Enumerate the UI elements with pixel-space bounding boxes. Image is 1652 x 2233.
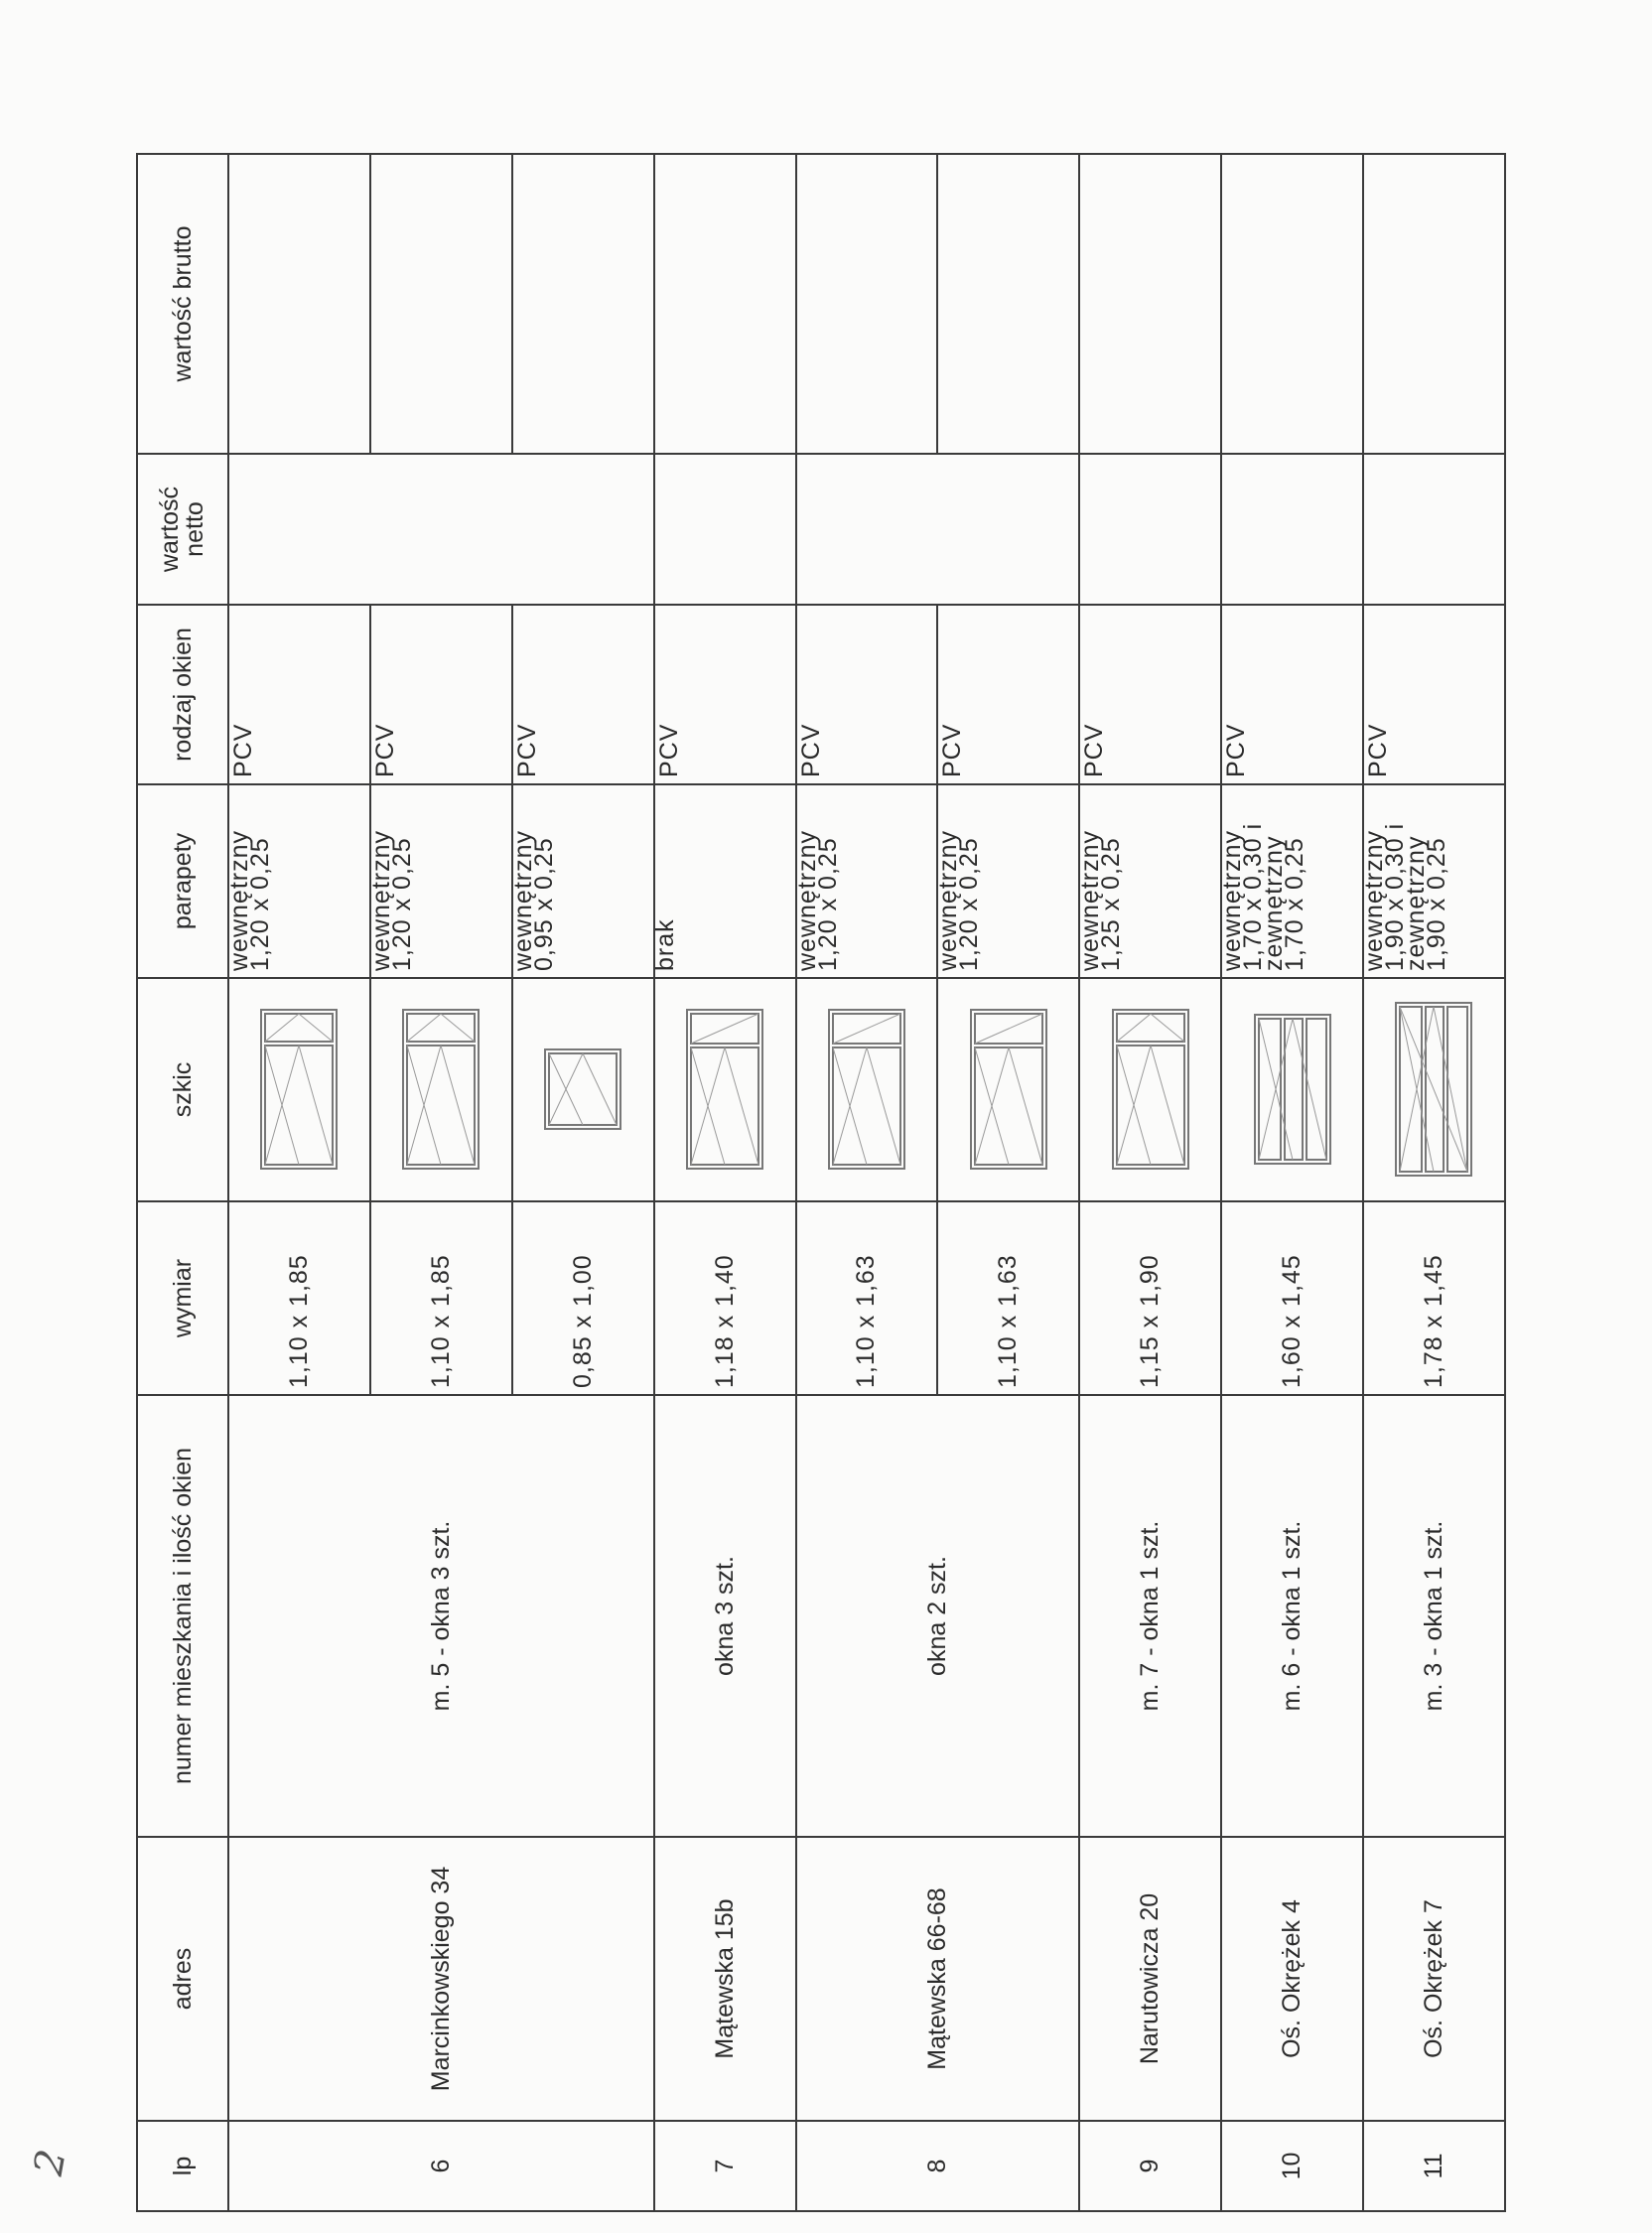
cell-rodzaj: PCV: [370, 605, 512, 784]
cell-brutto: [654, 154, 796, 454]
window-sketch-icon: [1108, 996, 1193, 1185]
cell-szkic: [1221, 978, 1363, 1201]
cell-brutto: [228, 154, 370, 454]
handwritten-page-number: 2: [25, 2146, 75, 2179]
table-row: [1079, 154, 1221, 2211]
cell-lp: 8: [796, 2121, 1080, 2211]
header-rodzaj: rodzaj okien: [137, 605, 228, 784]
cell-parapety: wewnętrzny 1,20 x 0,25: [937, 784, 1079, 978]
cell-rodzaj: PCV: [1079, 605, 1221, 784]
cell-brutto: [512, 154, 654, 454]
cell-netto: [1363, 454, 1505, 605]
cell-lp: 11: [1363, 2121, 1505, 2211]
cell-brutto: [370, 154, 512, 454]
header-szkic: szkic: [137, 978, 228, 1201]
cell-szkic: [796, 978, 938, 1201]
cell-szkic: [370, 978, 512, 1201]
cell-wymiar: 1,10 x 1,85: [370, 1201, 512, 1395]
cell-szkic: [512, 978, 654, 1201]
cell-parapety: wewnętrzny 1,20 x 0,25: [796, 784, 938, 978]
window-table: [136, 153, 1506, 2212]
header-numer: numer mieszkania i ilość okien: [137, 1395, 228, 1837]
cell-parapety: wewnętrzny 1,25 x 0,25: [1079, 784, 1221, 978]
cell-wymiar: 1,60 x 1,45: [1221, 1201, 1363, 1395]
header-netto: wartość netto: [137, 454, 228, 605]
cell-parapety: brak: [654, 784, 796, 978]
cell-parapety: wewnętrzny 1,90 x 0,30 i zewnętrzny 1,90 x 0,25: [1363, 784, 1505, 978]
cell-rodzaj: PCV: [228, 605, 370, 784]
table-row: [1221, 154, 1363, 2211]
cell-numer: okna 3 szt.: [654, 1395, 796, 1837]
cell-adres: Mątewska 15b: [654, 1837, 796, 2121]
cell-lp: 10: [1221, 2121, 1363, 2211]
cell-brutto: [1079, 154, 1221, 454]
cell-rodzaj: PCV: [796, 605, 938, 784]
cell-lp: 6: [228, 2121, 654, 2211]
header-parapety: parapety: [137, 784, 228, 978]
cell-rodzaj: PCV: [1363, 605, 1505, 784]
header-lp: lp: [137, 2121, 228, 2211]
table-row: [654, 154, 796, 2211]
cell-brutto: [1363, 154, 1505, 454]
cell-szkic: [654, 978, 796, 1201]
header-adres: adres: [137, 1837, 228, 2121]
cell-rodzaj: PCV: [654, 605, 796, 784]
cell-lp: 9: [1079, 2121, 1221, 2211]
cell-wymiar: 0,85 x 1,00: [512, 1201, 654, 1395]
header-brutto: wartość brutto: [137, 154, 228, 454]
window-sketch-icon: [1250, 996, 1335, 1185]
cell-numer: m. 7 - okna 1 szt.: [1079, 1395, 1221, 1837]
cell-szkic: [1079, 978, 1221, 1201]
cell-netto: [796, 454, 1080, 605]
cell-wymiar: 1,18 x 1,40: [654, 1201, 796, 1395]
cell-numer: okna 2 szt.: [796, 1395, 1080, 1837]
cell-wymiar: 1,10 x 1,63: [796, 1201, 938, 1395]
window-sketch-icon: [824, 996, 909, 1185]
cell-netto: [654, 454, 796, 605]
cell-wymiar: 1,10 x 1,63: [937, 1201, 1079, 1395]
cell-adres: Marcinkowskiego 34: [228, 1837, 654, 2121]
cell-lp: 7: [654, 2121, 796, 2211]
cell-brutto: [937, 154, 1079, 454]
cell-wymiar: 1,78 x 1,45: [1363, 1201, 1505, 1395]
table-row: [1363, 154, 1505, 2211]
cell-parapety: wewnętrzny 1,20 x 0,25: [370, 784, 512, 978]
window-sketch-icon: [398, 996, 483, 1185]
cell-wymiar: 1,15 x 1,90: [1079, 1201, 1221, 1395]
cell-wymiar: 1,10 x 1,85: [228, 1201, 370, 1395]
cell-adres: Oś. Okrężek 7: [1363, 1837, 1505, 2121]
cell-rodzaj: PCV: [937, 605, 1079, 784]
cell-parapety: wewnętrzny 0,95 x 0,25: [512, 784, 654, 978]
cell-rodzaj: PCV: [512, 605, 654, 784]
cell-netto: [1079, 454, 1221, 605]
cell-rodzaj: PCV: [1221, 605, 1363, 784]
window-sketch-icon: [682, 996, 767, 1185]
cell-adres: Mątewska 66-68: [796, 1837, 1080, 2121]
window-sketch-icon: [256, 996, 342, 1185]
table-row: [796, 154, 938, 2211]
cell-brutto: [1221, 154, 1363, 454]
header-wymiar: wymiar: [137, 1201, 228, 1395]
rotated-table-container: [136, 155, 1502, 2212]
cell-adres: Narutowicza 20: [1079, 1837, 1221, 2121]
cell-szkic: [937, 978, 1079, 1201]
cell-numer: m. 5 - okna 3 szt.: [228, 1395, 654, 1837]
header-row: [137, 154, 228, 2211]
cell-brutto: [796, 154, 938, 454]
cell-szkic: [228, 978, 370, 1201]
cell-numer: m. 3 - okna 1 szt.: [1363, 1395, 1505, 1837]
window-sketch-icon: [540, 996, 625, 1185]
cell-netto: [1221, 454, 1363, 605]
window-sketch-icon: [966, 996, 1051, 1185]
cell-szkic: [1363, 978, 1505, 1201]
cell-parapety: wewnętrzny 1,70 x 0,30 i zewnętrzny 1,70 x 0,25: [1221, 784, 1363, 978]
cell-adres: Oś. Okrężek 4: [1221, 1837, 1363, 2121]
cell-numer: m. 6 - okna 1 szt.: [1221, 1395, 1363, 1837]
cell-parapety: wewnętrzny 1,20 x 0,25: [228, 784, 370, 978]
table-row: [228, 154, 370, 2211]
window-sketch-icon: [1391, 996, 1476, 1185]
cell-netto: [228, 454, 654, 605]
